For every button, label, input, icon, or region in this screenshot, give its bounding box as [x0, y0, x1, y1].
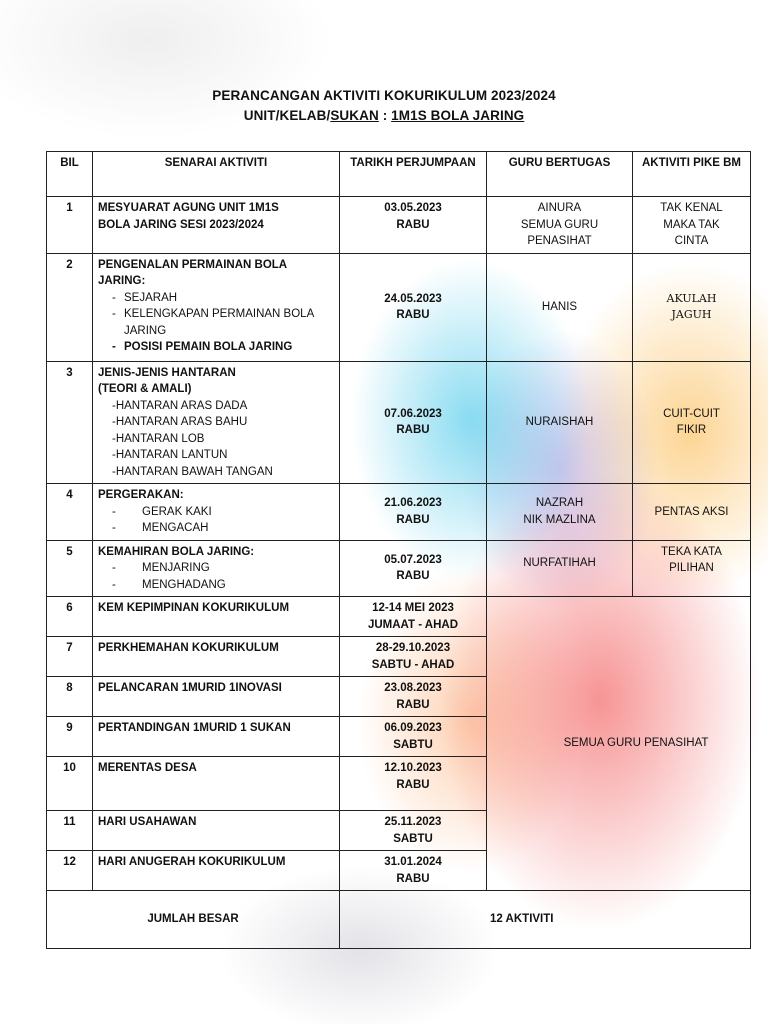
- list-item: - SEJARAH: [112, 290, 334, 307]
- day-value: RABU: [396, 872, 430, 885]
- table-header-row: [47, 152, 751, 197]
- pike-line: CINTA: [674, 235, 709, 247]
- row-bil: 8: [47, 677, 93, 717]
- row-date: [340, 540, 487, 597]
- date-value: 23.08.2023: [384, 682, 442, 694]
- subtitle-sukan: SUKAN: [330, 108, 379, 123]
- row-pike: [633, 253, 751, 361]
- row-activity: [93, 361, 340, 484]
- activity-line: MESYUARAT AGUNG UNIT 1M1S: [98, 202, 279, 214]
- header-senarai-aktiviti: SENARAI AKTIVITI: [93, 152, 340, 197]
- merged-teacher-cell: SEMUA GURU PENASIHAT: [487, 597, 751, 891]
- day-value: RABU: [396, 424, 430, 437]
- row-bil: 7: [47, 637, 93, 677]
- list-item: - MENJARING: [112, 560, 334, 577]
- row-activity: HARI ANUGERAH KOKURIKULUM: [93, 851, 340, 891]
- row-teacher: [487, 197, 633, 254]
- subtitle-prefix: UNIT/KELAB/: [243, 108, 331, 123]
- date-value: 05.07.2023: [384, 553, 442, 566]
- total-value: 12 AKTIVITI: [340, 891, 751, 949]
- pike-line: FIKIR: [676, 424, 707, 437]
- activity-subtitle: (TEORI & AMALI): [98, 383, 192, 395]
- table-row: [47, 597, 751, 637]
- document-title: PERANCANGAN AKTIVITI KOKURIKULUM 2023/2024: [212, 88, 556, 103]
- day-value: SABTU: [393, 832, 433, 845]
- activity-title: PENGENALAN PERMAINAN BOLA JARING:: [98, 258, 287, 287]
- row-bil: 5: [47, 540, 93, 597]
- table-row: [47, 540, 751, 597]
- list-item: - GERAK KAKI: [112, 504, 334, 521]
- date-value: 25.11.2023: [384, 816, 442, 828]
- teacher-line: NIK MAZLINA: [523, 513, 596, 526]
- row-activity: HARI USAHAWAN: [93, 811, 340, 851]
- day-value: RABU: [396, 698, 430, 711]
- row-date: [340, 677, 487, 717]
- total-row: [47, 891, 751, 949]
- row-bil: 1: [47, 197, 93, 254]
- teacher-line: PENASIHAT: [527, 235, 592, 247]
- total-label: JUMLAH BESAR: [47, 891, 340, 949]
- day-value: SABTU: [393, 738, 433, 751]
- header-bil: BIL: [47, 152, 93, 197]
- date-value: 07.06.2023: [384, 407, 442, 420]
- pike-line: TAK KENAL: [660, 202, 723, 214]
- row-date: [340, 757, 487, 811]
- activity-sub-list: [98, 560, 334, 593]
- row-date: [340, 484, 487, 541]
- row-bil: 9: [47, 717, 93, 757]
- date-value: 12-14 MEI 2023: [372, 602, 454, 614]
- date-value: 21.06.2023: [384, 497, 442, 510]
- subtitle-unit-name: 1M1S BOLA JARING: [391, 108, 525, 123]
- row-date: [340, 197, 487, 254]
- teacher-line: NAZRAH: [535, 497, 584, 510]
- row-date: [340, 851, 487, 891]
- activity-sub-list: [98, 290, 334, 356]
- list-item: - MENGACAH: [112, 520, 334, 537]
- table-row: [47, 197, 751, 254]
- header-guru-bertugas: GURU BERTUGAS: [487, 152, 633, 197]
- pike-line: CUIT-CUIT: [663, 407, 720, 420]
- date-value: 28-29.10.2023: [375, 642, 451, 654]
- day-value: RABU: [396, 513, 430, 526]
- row-bil: 12: [47, 851, 93, 891]
- day-value: SABTU - AHAD: [371, 658, 455, 671]
- document-subtitle: [0, 108, 768, 123]
- table-row: [47, 253, 751, 361]
- date-value: 12.10.2023: [384, 762, 442, 774]
- list-item: -HANTARAN LOB: [112, 432, 205, 445]
- row-bil: 2: [47, 253, 93, 361]
- row-date: [340, 361, 487, 484]
- row-bil: 10: [47, 757, 93, 811]
- row-activity: PELANCARAN 1MURID 1INOVASI: [93, 677, 340, 717]
- list-item: - MENGHADANG: [112, 577, 334, 594]
- activity-title: PERGERAKAN:: [98, 489, 184, 501]
- pike-line: AKULAH: [666, 291, 717, 305]
- date-value: 06.09.2023: [384, 722, 442, 734]
- row-pike: [633, 540, 751, 597]
- list-item: - POSISI PEMAIN BOLA JARING: [112, 339, 334, 356]
- date-value: 03.05.2023: [384, 202, 442, 214]
- row-teacher: [487, 484, 633, 541]
- row-date: [340, 637, 487, 677]
- activity-title: JENIS-JENIS HANTARAN: [98, 366, 236, 379]
- subtitle-separator: :: [378, 108, 392, 123]
- activity-line: BOLA JARING SESI 2023/2024: [98, 218, 264, 231]
- list-item: -HANTARAN LANTUN: [112, 449, 228, 461]
- row-date: [340, 717, 487, 757]
- row-activity: PERKHEMAHAN KOKURIKULUM: [93, 637, 340, 677]
- pike-line: TEKA KATA: [661, 545, 722, 558]
- row-date: [340, 597, 487, 637]
- teacher-line: AINURA: [537, 202, 582, 214]
- row-bil: 4: [47, 484, 93, 541]
- date-value: 31.01.2024: [384, 856, 442, 868]
- day-value: JUMAAT - AHAD: [367, 618, 459, 631]
- row-activity: MERENTAS DESA: [93, 757, 340, 811]
- header-aktiviti-pike: AKTIVITI PIKE BM: [633, 152, 751, 197]
- activity-plan-table: [46, 151, 751, 949]
- row-activity: [93, 484, 340, 541]
- table-row: [47, 361, 751, 484]
- row-teacher: HANIS: [487, 253, 633, 361]
- row-pike: [633, 361, 751, 484]
- row-activity: [93, 197, 340, 254]
- row-activity: [93, 253, 340, 361]
- row-activity: KEM KEPIMPINAN KOKURIKULUM: [93, 597, 340, 637]
- row-bil: 6: [47, 597, 93, 637]
- pike-line: PILIHAN: [669, 562, 714, 574]
- activity-title: KEMAHIRAN BOLA JARING:: [98, 545, 255, 558]
- header-tarikh-perjumpaan: TARIKH PERJUMPAAN: [340, 152, 487, 197]
- pike-line: MAKA TAK: [663, 218, 720, 231]
- day-value: RABU: [396, 309, 430, 321]
- pike-line: JAGUH: [671, 308, 712, 321]
- list-item: -HANTARAN ARAS DADA: [112, 399, 248, 412]
- row-teacher: NURFATIHAH: [487, 540, 633, 597]
- row-date: [340, 811, 487, 851]
- activity-sub-list: [98, 504, 334, 537]
- day-value: RABU: [396, 218, 430, 231]
- row-teacher: NURAISHAH: [487, 361, 633, 484]
- row-pike: [633, 197, 751, 254]
- day-value: RABU: [396, 778, 430, 791]
- date-value: 24.05.2023: [384, 292, 442, 305]
- day-value: RABU: [396, 570, 430, 583]
- list-item: -HANTARAN ARAS BAHU: [112, 416, 248, 428]
- row-activity: [93, 540, 340, 597]
- list-item: -HANTARAN BAWAH TANGAN: [112, 465, 273, 478]
- row-date: [340, 253, 487, 361]
- row-pike: PENTAS AKSI: [633, 484, 751, 541]
- list-item: - KELENGKAPAN PERMAINAN BOLA JARING: [112, 306, 334, 339]
- row-activity: PERTANDINGAN 1MURID 1 SUKAN: [93, 717, 340, 757]
- teacher-line: SEMUA GURU: [520, 218, 599, 231]
- row-bil: 11: [47, 811, 93, 851]
- row-bil: 3: [47, 361, 93, 484]
- table-row: [47, 484, 751, 541]
